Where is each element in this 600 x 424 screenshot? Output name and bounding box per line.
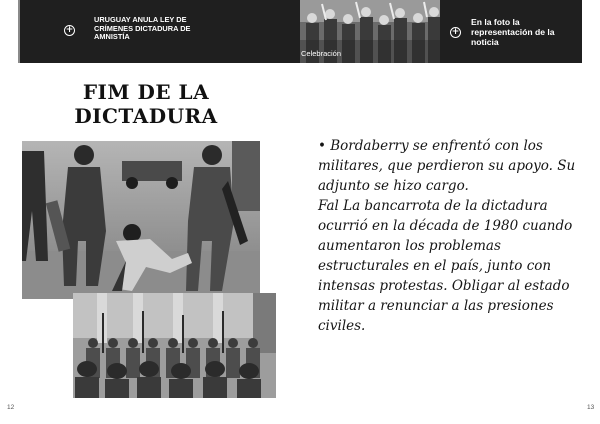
formation-photo-illustration	[73, 293, 276, 398]
plus-icon[interactable]: +	[65, 25, 74, 35]
paragraph-2: Fal La bancarrota de la dictadura ocurrió en la década de 1980 cuando aumentaron los problemas estructurales en el país, junto con intensas protestas. Obligar al estado militar a renunciar a las presiones civiles.	[318, 198, 573, 334]
plus-icon[interactable]: +	[451, 27, 460, 37]
title-line-1: FIM DE LA	[82, 80, 210, 104]
arrest-photo-illustration	[22, 141, 260, 299]
banner-headline-left[interactable]: URUGUAY ANULA LEY DE CRÍMENES DICTADURA DE AMNISTÍA	[94, 15, 191, 41]
title-line-2: DICTADURA	[74, 104, 218, 128]
military-formation-photo	[73, 293, 276, 398]
page-number-right: 13	[587, 404, 595, 411]
photo-caption: Celebración	[301, 49, 342, 58]
banner-headline-right[interactable]: En la foto la representación de la noticia	[471, 17, 555, 47]
page-number-left: 12	[7, 404, 15, 411]
paragraph-1: • Bordaberry se enfrentó con los militares, que perdieron su apoyo. Su adjunto se hizo cargo.	[318, 138, 576, 194]
article-body	[318, 136, 580, 336]
soldiers-arrest-photo	[22, 141, 260, 299]
page-title	[40, 80, 252, 128]
